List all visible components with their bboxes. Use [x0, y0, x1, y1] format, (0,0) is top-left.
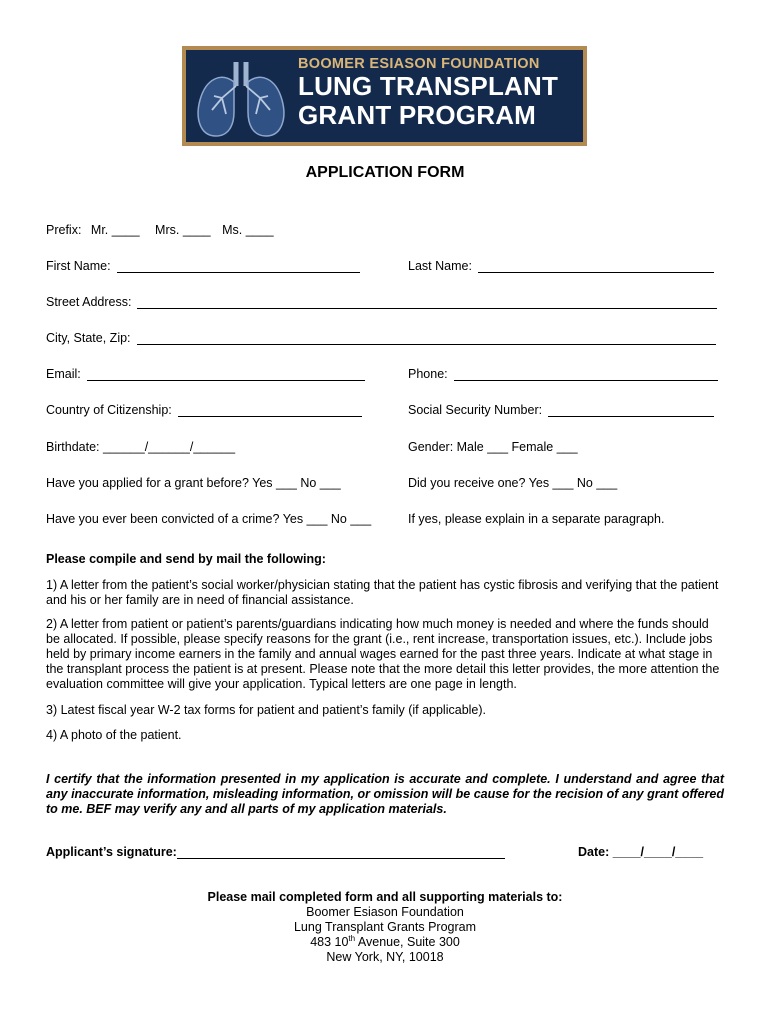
instruction-item-3: 3) Latest fiscal year W-2 tax forms for patient and patient’s family (if applicable).	[46, 703, 487, 717]
if-yes-note: If yes, please explain in a separate paragraph.	[408, 512, 665, 526]
mailing-street	[0, 935, 770, 950]
mailing-org: Boomer Esiason Foundation	[306, 905, 464, 919]
form-title: APPLICATION FORM	[305, 164, 465, 181]
phone-field[interactable]	[454, 369, 718, 381]
city-field[interactable]	[137, 333, 716, 345]
phone-row	[408, 367, 718, 381]
convicted-field[interactable]: Have you ever been convicted of a crime? Yes ___ No ___	[46, 512, 372, 526]
logo-text	[298, 56, 558, 130]
ssn-row	[408, 403, 714, 417]
last-name-field[interactable]	[478, 261, 714, 273]
citizenship-row	[46, 403, 362, 417]
city-label: City, State, Zip:	[46, 331, 131, 345]
email-field[interactable]	[87, 369, 365, 381]
street-label: Street Address:	[46, 295, 132, 309]
last-name-row	[408, 259, 714, 273]
instruction-item-1: 1) A letter from the patient’s social worker/physician stating that the patient has cystic fibrosis and verifying that the patient and his or her family are in need of financial assistance.	[46, 578, 719, 607]
birthdate-field[interactable]: Birthdate: ______/______/______	[46, 440, 236, 454]
street-row	[46, 295, 717, 309]
street-number: 483 10	[310, 935, 349, 949]
email-label: Email:	[46, 367, 81, 381]
street-field[interactable]	[137, 297, 717, 309]
foundation-logo	[182, 46, 587, 146]
ssn-label: Social Security Number:	[408, 403, 543, 417]
mailing-block	[0, 890, 770, 965]
signature-row	[46, 845, 505, 859]
street-suffix: th	[348, 933, 356, 943]
city-row	[46, 331, 716, 345]
street-rest: Avenue, Suite 300	[355, 935, 460, 949]
signature-field[interactable]	[177, 847, 505, 859]
email-row	[46, 367, 365, 381]
logo-line-3: GRANT PROGRAM	[298, 100, 537, 130]
date-field[interactable]: Date: ____/____/____	[578, 845, 704, 859]
lungs-icon	[192, 52, 290, 140]
prefix-row	[46, 223, 274, 237]
instruction-item-2: 2) A letter from patient or patient’s parents/guardians indicating how much money is needed and where the funds should be allocated. If possible, please specify reasons for the grant (i.e., rent increase, transportation issues, etc.). Include jobs held by primary income earners in the family and annual wages earned for the past three years. Indicate at what stage in the transplant process the patient is at present. Please note that the more detail this letter provides, the more attention the evaluation committee will give your application. Typical letters are one page in length.	[46, 617, 720, 691]
signature-label: Applicant’s signature:	[46, 845, 177, 859]
last-name-label: Last Name:	[408, 259, 472, 273]
instruction-item-4: 4) A photo of the patient.	[46, 728, 182, 742]
prefix-ms[interactable]: Ms. ____	[222, 223, 274, 237]
citizenship-field[interactable]	[178, 405, 362, 417]
logo-line-1: BOOMER ESIASON FOUNDATION	[298, 56, 540, 72]
mailing-program: Lung Transplant Grants Program	[293, 920, 477, 934]
mailing-heading: Please mail completed form and all supporting materials to:	[207, 890, 563, 904]
citizenship-label: Country of Citizenship:	[46, 403, 172, 417]
ssn-field[interactable]	[548, 405, 714, 417]
prefix-label: Prefix:	[46, 223, 82, 237]
mailing-city: New York, NY, 10018	[326, 950, 444, 964]
first-name-row	[46, 259, 360, 273]
gender-field[interactable]: Gender: Male ___ Female ___	[408, 440, 578, 454]
applied-before-field[interactable]: Have you applied for a grant before? Yes ___ No ___	[46, 476, 341, 490]
prefix-mrs[interactable]: Mrs. ____	[155, 223, 211, 237]
received-field[interactable]: Did you receive one? Yes ___ No ___	[408, 476, 618, 490]
certification-text: I certify that the information presented in my application is accurate and complete. I understand and agree that any inaccurate information, misleading information, or omission will be cause for the recision of any grant offered to me. BEF may verify any and all parts of my application materials.	[46, 772, 724, 816]
instructions-heading: Please compile and send by mail the following:	[46, 552, 326, 566]
prefix-mr[interactable]: Mr. ____	[90, 223, 140, 237]
logo-panel	[186, 50, 583, 142]
phone-label: Phone:	[408, 367, 448, 381]
logo-line-2: LUNG TRANSPLANT	[298, 71, 559, 101]
first-name-label: First Name:	[46, 259, 111, 273]
first-name-field[interactable]	[117, 261, 360, 273]
